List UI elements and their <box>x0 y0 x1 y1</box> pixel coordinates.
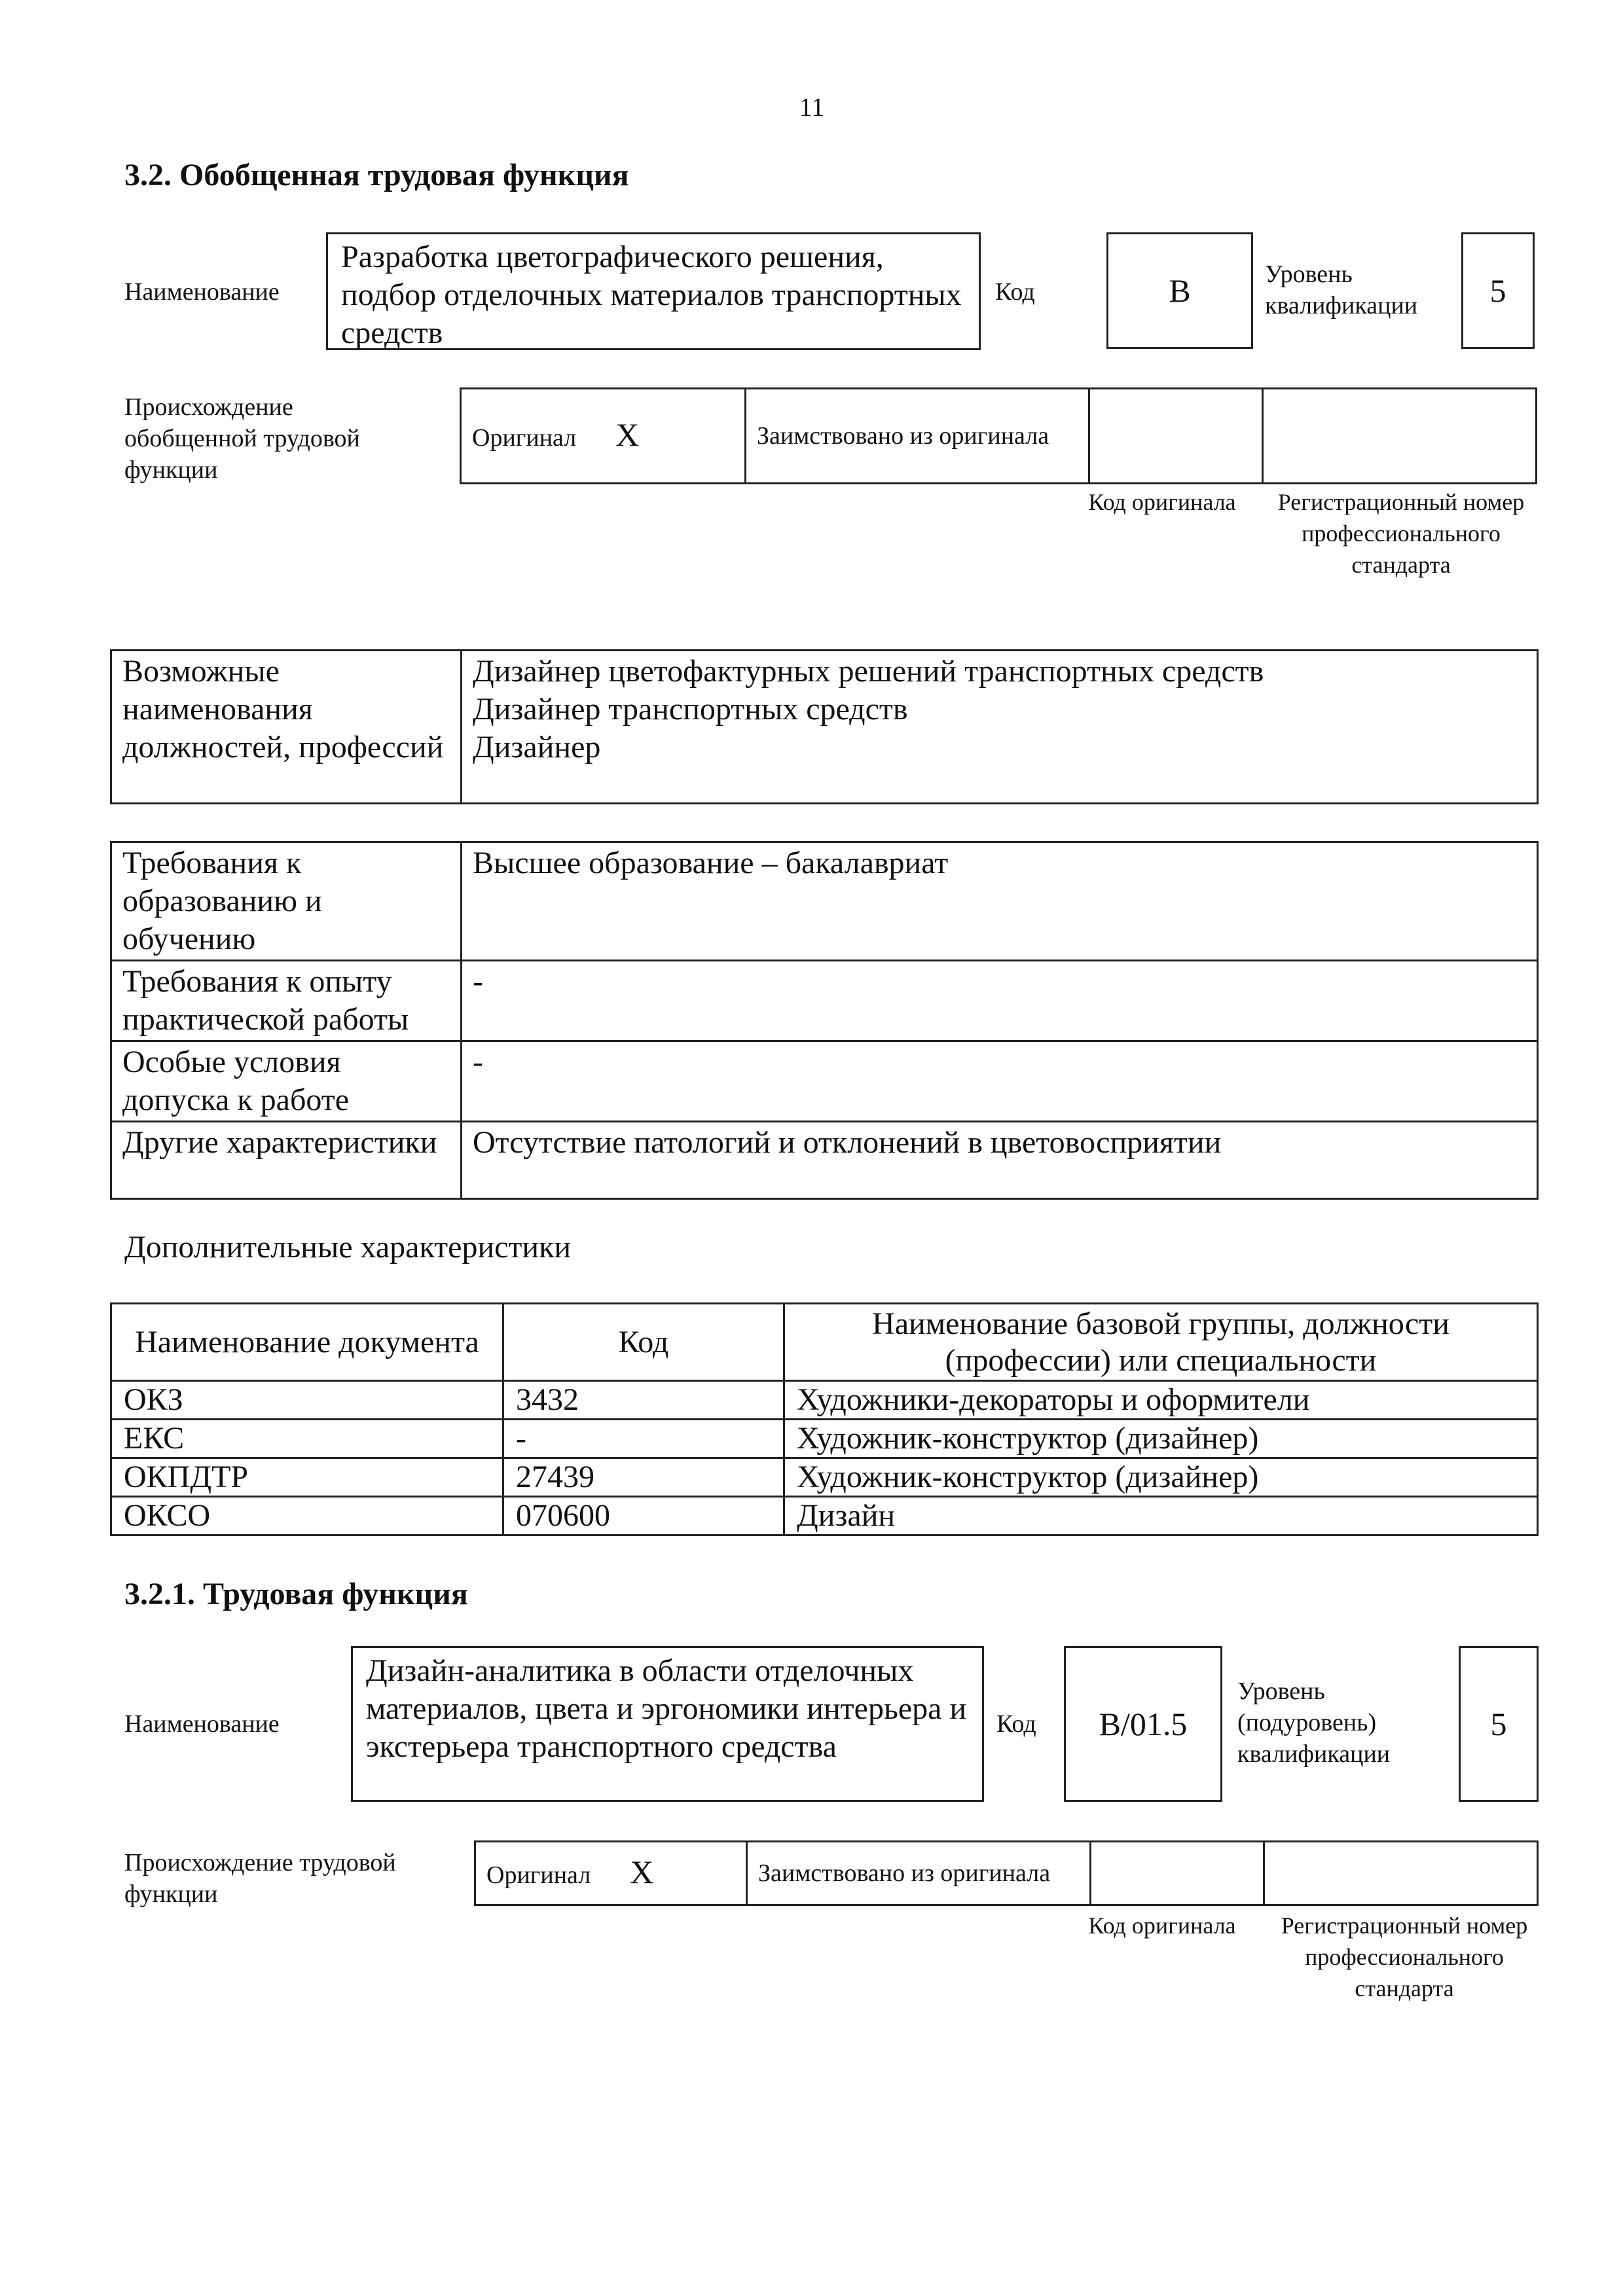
header-group: Наименование базовой группы, должности (профессии) или специальности <box>784 1304 1538 1381</box>
cell-doc: ОКСО <box>111 1497 503 1535</box>
sub-level-label: Уровень (подуровень) квалификации <box>1237 1677 1391 1768</box>
sub-origin-reg-cell <box>1264 1842 1538 1905</box>
cell-doc: ОКПДТР <box>111 1458 503 1497</box>
position-item: Дизайнер <box>473 730 601 764</box>
sub-origin-borrowed: Заимствовано из оригинала <box>747 1842 1091 1905</box>
header-code: Код <box>503 1304 784 1381</box>
code-label: Код <box>995 278 1035 306</box>
origin-borrowed: Заимствовано из оригинала <box>746 389 1089 484</box>
table-row <box>111 1381 1538 1420</box>
req-label: Требования к опыту практической работы <box>111 961 462 1041</box>
subsection-title: 3.2.1. Трудовая функция <box>124 1577 468 1611</box>
requirements-table <box>110 841 1539 1200</box>
cell-group: Дизайн <box>784 1497 1538 1535</box>
sub-code-label: Код <box>996 1710 1036 1738</box>
level-label: Уровень квалификации <box>1265 260 1418 319</box>
cell-code: 27439 <box>503 1458 784 1497</box>
sub-origin-label: Происхождение трудовой функции <box>124 1849 396 1908</box>
section-title: 3.2. Обобщенная трудовая функция <box>124 158 629 192</box>
cell-doc: ЕКС <box>111 1420 503 1458</box>
additional-title: Дополнительные характеристики <box>124 1230 572 1265</box>
positions-table <box>110 649 1539 804</box>
cell-code: - <box>503 1420 784 1458</box>
origin-table <box>460 387 1537 484</box>
positions-values <box>462 651 1538 804</box>
req-label: Особые условия допуска к работе <box>111 1041 462 1122</box>
cell-doc: ОКЗ <box>111 1381 503 1420</box>
page-number: 11 <box>799 92 825 122</box>
cell-code: 070600 <box>503 1497 784 1535</box>
position-item: Дизайнер цветофактурных решений транспортных средств <box>473 654 1264 689</box>
sub-function-name-box: Дизайн-аналитика в области отделочных материалов, цвета и эргономики интерьера и экстерьера транспортного средства <box>351 1646 984 1802</box>
req-value: - <box>462 1041 1538 1122</box>
table-row <box>111 1458 1538 1497</box>
sub-origin-original: Оригинал <box>486 1861 591 1889</box>
sub-origin-table <box>474 1840 1539 1906</box>
position-item: Дизайнер транспортных средств <box>473 692 908 726</box>
cell-group: Художник-конструктор (дизайнер) <box>784 1420 1538 1458</box>
sub-origin-code-cell <box>1091 1842 1264 1905</box>
caption-reg: Регистрационный номер профессионального стандарта <box>1277 489 1525 578</box>
name-label: Наименование <box>124 278 280 306</box>
sub-caption-code: Код оригинала <box>1088 1912 1236 1939</box>
req-label: Требования к образованию и обучению <box>111 842 462 961</box>
sub-name-label: Наименование <box>124 1710 280 1738</box>
code-box: B <box>1106 232 1253 349</box>
table-row <box>111 1420 1538 1458</box>
req-value: - <box>462 961 1538 1041</box>
sub-level-box: 5 <box>1459 1646 1539 1802</box>
origin-original: Оригинал <box>472 423 577 452</box>
positions-label: Возможные наименования должностей, профессий <box>111 651 462 804</box>
origin-mark: X <box>615 416 640 453</box>
origin-original-cell <box>461 389 746 484</box>
cell-code: 3432 <box>503 1381 784 1420</box>
cell-group: Художник-конструктор (дизайнер) <box>784 1458 1538 1497</box>
req-value: Высшее образование – бакалавриат <box>462 842 1538 961</box>
level-box: 5 <box>1461 232 1535 349</box>
sub-origin-mark: X <box>630 1853 654 1890</box>
header-document: Наименование документа <box>111 1304 503 1381</box>
cell-group: Художники-декораторы и оформители <box>784 1381 1538 1420</box>
origin-reg-cell <box>1263 389 1537 484</box>
req-label: Другие характеристики <box>111 1122 462 1199</box>
caption-code: Код оригинала <box>1088 489 1236 515</box>
additional-table <box>110 1302 1539 1536</box>
req-value: Отсутствие патологий и отклонений в цветовосприятии <box>462 1122 1538 1199</box>
sub-code-box: B/01.5 <box>1064 1646 1222 1802</box>
origin-label: Происхождение обобщенной трудовой функции <box>124 393 360 484</box>
function-name-box: Разработка цветографического решения, подбор отделочных материалов транспортных средств <box>326 232 981 350</box>
sub-caption-reg: Регистрационный номер профессионального стандарта <box>1281 1912 1528 2001</box>
sub-origin-original-cell <box>475 1842 747 1905</box>
table-row <box>111 1497 1538 1535</box>
origin-code-cell <box>1089 389 1263 484</box>
